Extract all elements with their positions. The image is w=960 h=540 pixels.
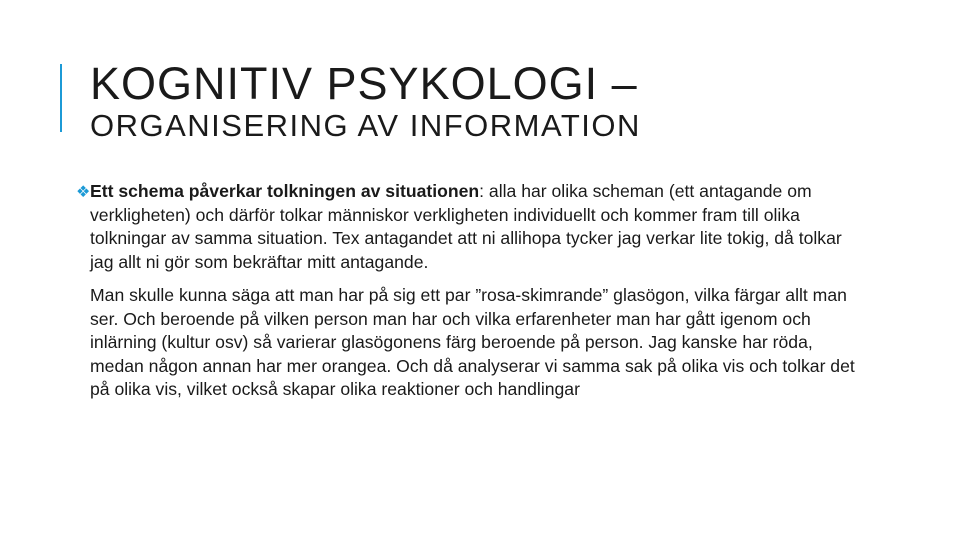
bullet-body-text: : alla har olika scheman (ett antagande om verkligheten) och därför tolkar människor verkligheten individuellt och kommer fram till olika tolkningar av samma situation. Tex antagandet att ni allihopa tycker jag verkar lite tokig, då tolkar jag allt ni gör som bekräftar mitt antagande. [90, 181, 842, 272]
body-paragraph: Man skulle kunna säga att man har på sig ett par ”rosa-skimrande” glasögon, vilka färgar allt man ser. Och beroende på vilken person man har och vilka erfarenheter man har gått igenom och inlärning (kultur osv) så varierar glasögonens färg beroende på person. Jag kanske har röda, medan någon annan har mer orangea. Och då analyserar vi samma sak på olika vis och tolkar det på olika vis, vilket också skapar olika reaktioner och handlingar [90, 285, 855, 399]
title-line-2: ORGANISERING AV INFORMATION [90, 108, 641, 143]
title-line-1: KOGNITIV PSYKOLOGI – [90, 58, 638, 109]
diamond-bullet-icon: ❖ [76, 184, 91, 201]
bullet-lead-text: Ett schema påverkar tolkningen av situationen [90, 181, 480, 201]
title-accent-bar [60, 64, 62, 132]
slide-title [90, 60, 641, 144]
slide-content [76, 180, 856, 402]
bullet-paragraph [76, 180, 856, 274]
